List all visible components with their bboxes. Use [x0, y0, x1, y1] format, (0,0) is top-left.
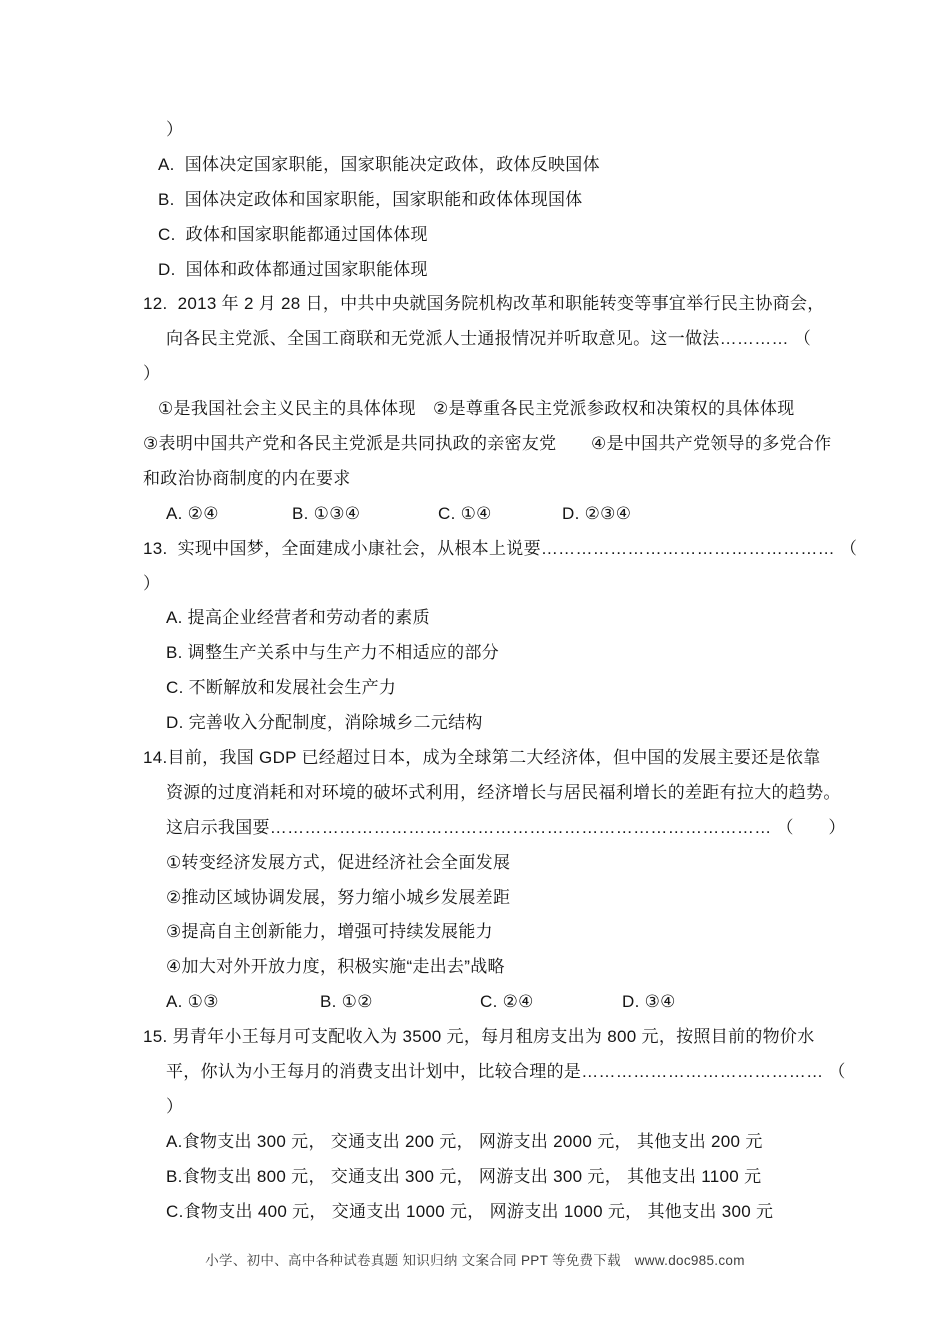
q12-line-2: 向各民主党派、全国工商联和无党派人士通报情况并听取意见。这一做法………… （: [166, 329, 812, 349]
q11-option-c: C. 政体和国家职能都通过国体体现: [158, 224, 428, 244]
q14-line-2: 资源的过度消耗和对环境的破坏式利用，经济增长与居民福利增长的差距有拉大的趋势。: [166, 782, 841, 802]
q14-item-1: ①转变经济发展方式，促进经济社会全面发展: [166, 852, 511, 872]
footer-text: 小学、初中、高中各种试卷真题 知识归纳 文案合同 PPT 等免费下载 www.doc985.com: [205, 1253, 745, 1268]
q12-item-1-2: ①是我国社会主义民主的具体体现 ②是尊重各民主党派参政权和决策权的具体体现: [158, 399, 795, 419]
q13-close-paren: ）: [143, 573, 161, 593]
q12-close-paren: ）: [143, 364, 161, 384]
q13-option-a: A. 提高企业经营者和劳动者的素质: [166, 608, 430, 628]
q15-option-a: A.食物支出 300 元， 交通支出 200 元， 网游支出 2000 元， 其他支出 200 元: [166, 1131, 763, 1151]
q15-close-paren: ）: [166, 1096, 184, 1116]
q11-option-b: B. 国体决定政体和国家职能，国家职能和政体体现国体: [158, 189, 583, 209]
q13-line-1: 13. 实现中国梦，全面建成小康社会，从根本上说要…………………………………………… （: [143, 538, 858, 558]
option-item: B. ①③④: [292, 503, 361, 523]
q15-line-1: 15. 男青年小王每月可支配收入为 3500 元，每月租房支出为 800 元，按照目前的物价水: [143, 1027, 815, 1047]
q14-item-3: ③提高自主创新能力，增强可持续发展能力: [166, 922, 493, 942]
q14-line-3: 这启示我国要…………………………………………………………………………… （ ）: [166, 817, 846, 837]
q14-line-1: 14.目前，我国 GDP 已经超过日本，成为全球第二大经济体，但中国的发展主要还是依靠: [143, 748, 821, 768]
q12-line-1: 12. 2013 年 2 月 28 日，中共中央就国务院机构改革和职能转变等事宜举行民主协商会，: [143, 294, 825, 314]
option-item: B. ①②: [320, 992, 373, 1012]
q12-options: [0, 497, 950, 532]
option-item: A. ②④: [166, 503, 219, 523]
q13-option-b: B. 调整生产关系中与生产力不相适应的部分: [166, 643, 500, 663]
q15-option-b: B.食物支出 800 元， 交通支出 300 元， 网游支出 300 元， 其他支出 1100 元: [166, 1166, 762, 1186]
option-item: C. ②④: [480, 992, 534, 1012]
option-item: D. ③④: [622, 992, 676, 1012]
option-item: D. ②③④: [562, 503, 632, 523]
option-item: C. ①④: [438, 503, 492, 523]
q11-option-d: D. 国体和政体都通过国家职能体现: [158, 259, 428, 279]
q12-item-3-4: ③表明中国共产党和各民主党派是共同执政的亲密友党 ④是中国共产党领导的多党合作: [143, 434, 832, 454]
option-item: A. ①③: [166, 992, 219, 1012]
document-lines: [0, 113, 950, 1230]
q15-line-2: 平，你认为小王每月的消费支出计划中，比较合理的是…………………………………… （: [166, 1062, 846, 1082]
q15-option-c: C.食物支出 400 元， 交通支出 1000 元， 网游支出 1000 元， 其他支出 300 元: [166, 1201, 774, 1221]
q11-option-a: A. 国体决定国家职能，国家职能决定政体，政体反映国体: [158, 154, 600, 174]
q13-option-c: C. 不断解放和发展社会生产力: [166, 678, 397, 698]
q14-item-4: ④加大对外开放力度，积极实施“走出去”战略: [166, 957, 505, 977]
q13-option-d: D. 完善收入分配制度，消除城乡二元结构: [166, 713, 483, 733]
q12-item-4-cont: 和政治协商制度的内在要求: [143, 468, 351, 488]
q14-options: [0, 985, 950, 1020]
q14-item-2: ②推动区域协调发展，努力缩小城乡发展差距: [166, 887, 511, 907]
q11-close-paren: ）: [166, 120, 184, 139]
